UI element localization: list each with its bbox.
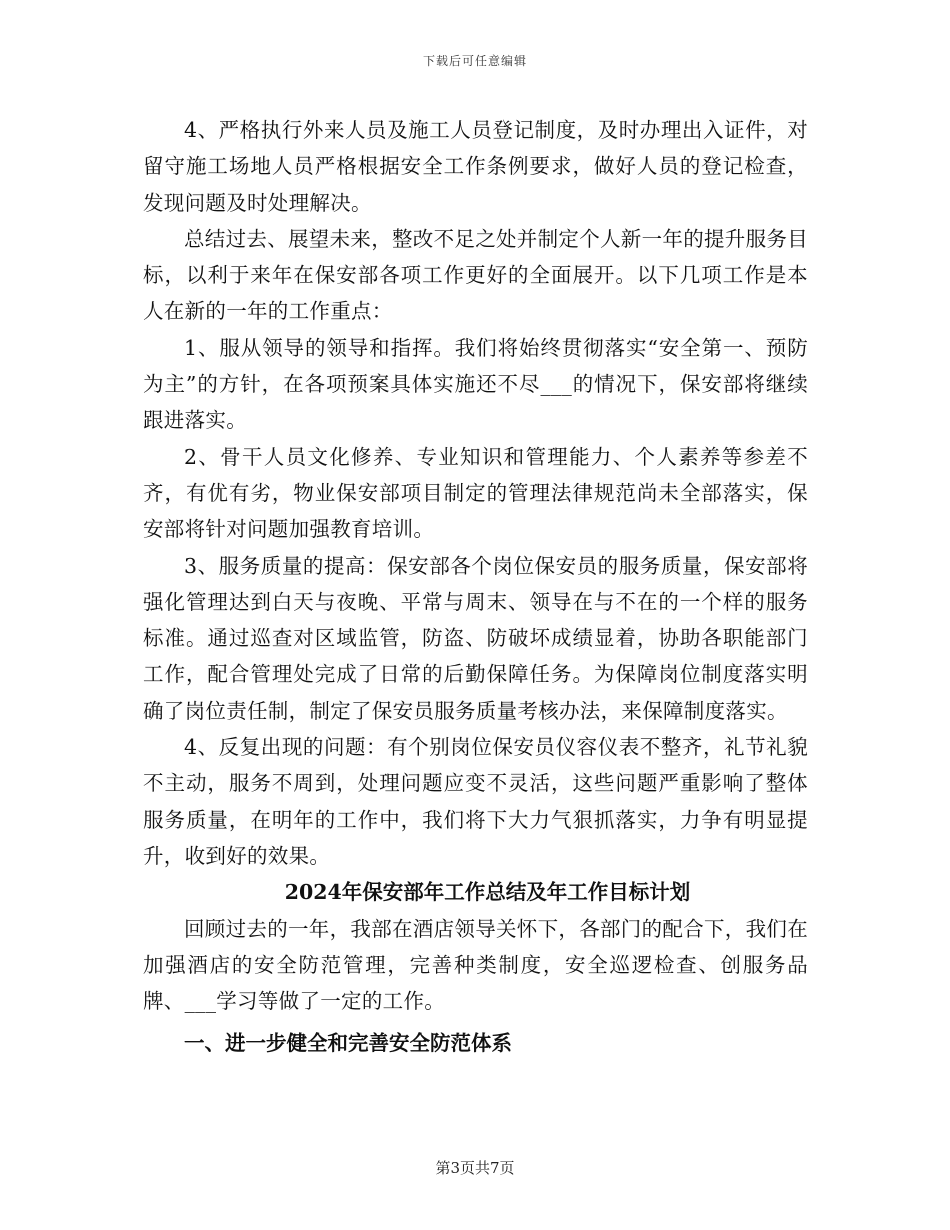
page-footer: 第3页共7页 <box>435 1159 515 1177</box>
section-title: 2024年保安部年工作总结及年工作目标计划 <box>284 880 691 905</box>
paragraph-point-3: 3、服务质量的提高：保安部各个岗位保安员的服务质量，保安部将强化管理达到白天与夜晚、平常与周末、领导在与不在的一个样的服务标准。通过巡查对区域监管，防盗、防破坏成绩显着，协助各职能部门工作，配合管理处完成了日常的后勤保障任务。为保障岗位制度落实明确了岗位责任制，制定了保安员服务质量考核办法，来保障制度落实。 <box>143 553 808 723</box>
section-heading: 一、进一步健全和完善安全防范体系 <box>184 1031 512 1056</box>
intro-paragraph: 回顾过去的一年，我部在酒店领导关怀下，各部门的配合下，我们在加强酒店的安全防范管理，完善种类制度，安全巡逻检查、创服务品牌、___学习等做了一定的工作。 <box>143 916 808 1014</box>
paragraph-item-4-registration: 4、严格执行外来人员及施工人员登记制度，及时办理出入证件，对留守施工场地人员严格根据安全工作条例要求，做好人员的登记检查，发现问题及时处理解决。 <box>143 118 808 215</box>
page-header: 下载后可任意编辑 <box>422 54 527 68</box>
paragraph-point-2: 2、骨干人员文化修养、专业知识和管理能力、个人素养等参差不齐，有优有劣，物业保安部项目制定的管理法律规范尚未全部落实，保安部将针对问题加强教育培训。 <box>143 444 808 542</box>
document-body <box>143 112 808 1065</box>
paragraph-summary: 总结过去、展望未来，整改不足之处并制定个人新一年的提升服务目标，以利于来年在保安部各项工作更好的全面展开。以下几项工作是本人在新的一年的工作重点： <box>143 226 808 324</box>
paragraph-point-4: 4、反复出现的问题：有个别岗位保安员仪容仪表不整齐，礼节礼貌不主动，服务不周到，处理问题应变不灵活，这些问题严重影响了整体服务质量，在明年的工作中，我们将下大力气狠抓落实，力争有明显提升，收到好的效果。 <box>143 735 808 868</box>
paragraph-point-1: 1、服从领导的领导和指挥。我们将始终贯彻落实“安全第一、预防为主”的方针，在各项预案具体实施还不尽___的情况下，保安部将继续跟进落实。 <box>143 335 808 433</box>
